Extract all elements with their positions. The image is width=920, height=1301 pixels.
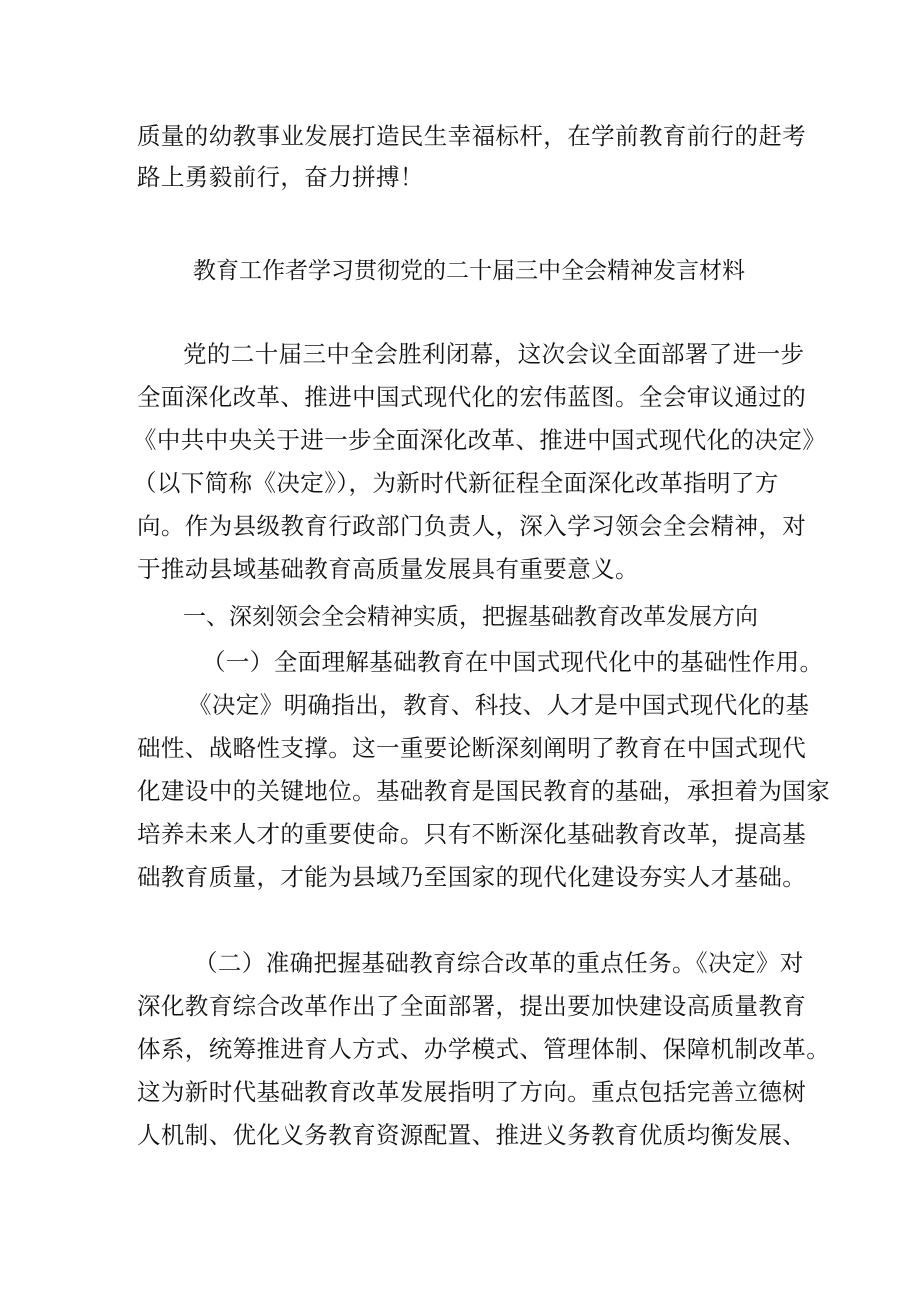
intro-line: 路上勇毅前行，奋力拼搏！ xyxy=(137,163,424,191)
section-heading: 一、深刻领会全会精神实质，把握基础教育改革发展方向 xyxy=(183,604,758,630)
paragraph-line: 培养未来人才的重要使命。只有不断深化基础教育改革，提高基 xyxy=(137,820,807,848)
paragraph-line: 《决定》明确指出，教育、科技、人才是中国式现代化的基 xyxy=(188,691,810,719)
subsection-heading: （一）全面理解基础教育在中国式现代化中的基础性作用。 xyxy=(202,648,824,676)
paragraph-line: 化建设中的关键地位。基础教育是国民教育的基础，承担着为国家 xyxy=(137,777,831,805)
paragraph-line: 党的二十届三中全会胜利闭幕，这次会议全面部署了进一步 xyxy=(183,340,805,368)
paragraph-line: （二）准确把握基础教育综合改革的重点任务。《决定》对 xyxy=(194,949,804,977)
paragraph-line: 于推动县域基础教育高质量发展具有重要意义。 xyxy=(137,555,639,583)
paragraph-line: 深化教育综合改革作出了全面部署，提出要加快建设高质量教育 xyxy=(137,992,807,1020)
paragraph-line: 全面深化改革、推进中国式现代化的宏伟蓝图。全会审议通过的 xyxy=(137,383,807,411)
paragraph-line: 础性、战略性支撑。这一重要论断深刻阐明了教育在中国式现代 xyxy=(137,734,807,762)
paragraph-line: （以下简称《决定》），为新时代新征程全面深化改革指明了方 xyxy=(133,469,779,497)
paragraph-line: 《中共中央关于进一步全面深化改革、推进中国式现代化的决定》 xyxy=(133,426,827,454)
paragraph-line: 向。作为县级教育行政部门负责人，深入学习领会全会精神，对 xyxy=(137,512,807,540)
document-title: 教育工作者学习贯彻党的二十届三中全会精神发言材料 xyxy=(193,258,745,284)
paragraph-line: 体系，统筹推进育人方式、办学模式、管理体制、保障机制改革。 xyxy=(137,1035,831,1063)
intro-line: 质量的幼教事业发展打造民生幸福标杆，在学前教育前行的赶考 xyxy=(137,122,807,150)
paragraph-line: 这为新时代基础教育改革发展指明了方向。重点包括完善立德树 xyxy=(137,1078,807,1106)
paragraph-line: 人机制、优化义务教育资源配置、推进义务教育优质均衡发展、 xyxy=(137,1121,807,1149)
paragraph-line: 础教育质量，才能为县域乃至国家的现代化建设夯实人才基础。 xyxy=(137,863,807,891)
